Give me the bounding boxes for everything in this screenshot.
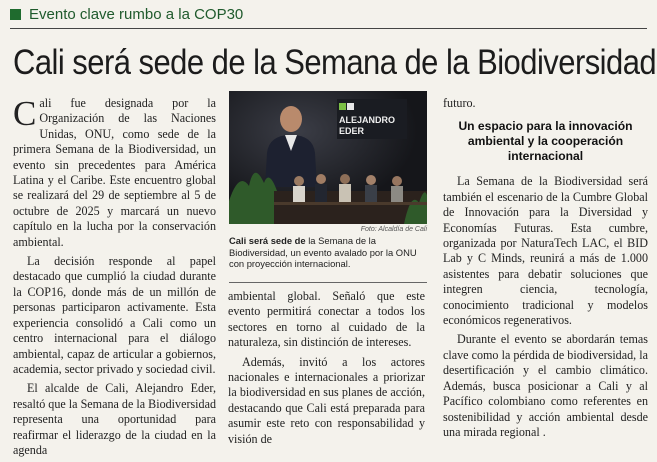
photo-caption: Cali será sede de la Semana de la Biodiversidad, un evento avalado por la ONU con proyección internacional. (229, 235, 417, 269)
headline: Cali será sede de la Semana de la Biodiversidad (13, 43, 657, 82)
article-column-3 (443, 96, 648, 444)
kicker-text: Evento clave rumbo a la COP30 (29, 5, 244, 23)
paragraph-4: Además, invitó a los actores nacionales e internacionales a priorizar la biodiversidad en sus planes de acción, destacando que Cali está preparada para asumir este reto con responsabilidad y visión de (228, 354, 425, 446)
article-column-2 (228, 289, 425, 451)
kicker-square-icon (10, 9, 21, 20)
paragraph-5: La Semana de la Biodiversidad será también el escenario de la Cumbre Global de Innovación para la Diversidad y Economías Futuras. Esta cumbre, organizada por NaturaTech LAC, el BID Lab y C Minds, reunirá a más de 1.000 asistentes para debatir soluciones que integren ciencia, tecnología, conocimiento tradicional y modelos económicos regenerativos. (443, 174, 648, 328)
subheading: Un espacio para la innovación ambiental y la cooperación internacional (458, 119, 633, 164)
caption-rule (229, 282, 427, 283)
paragraph-1: Cali fue designada por la Organización de las Naciones Unidas, ONU, como sede de la primera Semana de la Biodiversidad, un evento sin precedentes para América Latina y el Caribe. Este encuentro global se realizará del 29 de septiembre al 5 de octubre de 2025 y marcará un nuevo capítulo en la lucha por la conservación ambiental. (13, 94, 216, 249)
paragraph-2: La decisión responde al papel destacado que cumplió la ciudad durante la COP16, donde más de un millón de personas participaron activamente. Esta experiencia consolidó a Cali como un centro internacional para el diálogo ambiental, capaz de articular a gobiernos, academia, sector privado y sociedad civil. (13, 254, 216, 376)
dropcap: C (13, 94, 37, 133)
paragraph-3a: El alcalde de Cali, Alejandro Eder, resaltó que la Semana de la Biodiversidad representa una oportunidad para reafirmar el liderazgo de la ciudad en la agenda (13, 381, 216, 457)
screen-name-line1: ALEJANDRO (339, 115, 396, 125)
header-rule (10, 28, 647, 29)
screen-name-line2: EDER (339, 126, 365, 136)
photo-illustration (229, 91, 427, 224)
paragraph-3b: ambiental global. Señaló que este evento permitirá conectar a todos los sectores en torno al cuidado de la naturaleza, sin distinción de intereses. (228, 289, 425, 350)
paragraph-4-end: futuro. (443, 96, 476, 110)
article-column-1 (13, 96, 216, 462)
paragraph-6: Durante el evento se abordarán temas clave como la pérdida de biodiversidad, la desertificación y el cambio climático. Además, busca posicionar a Cali y al Pacífico colombiano como referentes en sostenibilidad y acción ambiental desde una mirada regional . (443, 332, 648, 439)
photo-credit: Foto: Alcaldía de Cali (360, 226, 427, 233)
article-photo (229, 91, 427, 224)
section-kicker (10, 5, 243, 23)
